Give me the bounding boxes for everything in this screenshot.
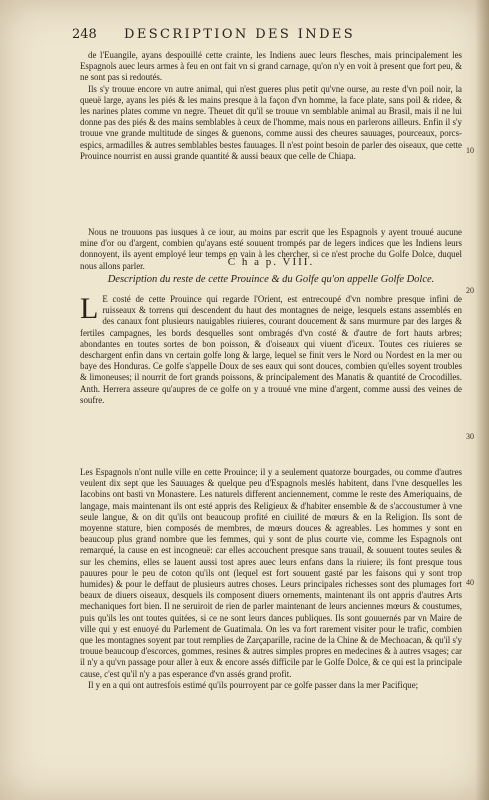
body-text-main: [80, 294, 462, 406]
margin-line-number: 40: [466, 578, 474, 587]
body-text-top: [80, 50, 462, 162]
margin-line-number: 10: [466, 146, 474, 155]
margin-line-number: 20: [466, 286, 474, 295]
paragraph: Les Espagnols n'ont nulle ville en cette Prouince; il y a seulement quatorze bourgades, ou comme d'autres veulent dix sept que les Sauuages & quelque peu d'Espagnols meslés habitent, dans l'vne desquelles les Iacobins ont basti vn Monastere. Les naturels different anciennement, comme le reste des Ameriquains, de langage, mais maintenant ils ont esté appris des Religieux & d'habiter ensemble & de s'accoustumer à vne seule langue, & on dit qu'ils ont beaucoup profité en ciuilité de mœurs & en la Religion. Ils sont de moyenne stature, bien composés de membres, de mœurs douces & agreables. Les hommes y sont en beaucoup plus grand nombre que les femmes, qui y sont de plus courte vie, comme les Espagnols ont remarqué, la cause en est incogneuë: car elles accouchent presque sans trauail, & souuent toutes seules & sur les chemins, elles se lauent aussi tost apres auec leurs enfans dans la riuiere; ils font presque tous pauures pour le peu de coton qu'ils ont (lequel est fort souuent gasté par les faisons qui y sont trop humides) & pour le deffaut de plusieurs autres choses. Leurs principales richesses sont des plumages fort beaux de diuers oiseaux, desquels ils composent diuers ornements, maintenant ils ont appris d'autres Arts mechaniques fort bien. Il ne seruiroit de rien de parler maintenant de leurs anciennes mœurs & coustumes, puis qu'ils les ont toutes quitées, si ce ne sont leurs dances publiques. Ils sont gouuernés par vn Maire de ville qui y est enuoyé du Parlement de Guatimala. On les va fort rarement visiter pour le trafic, combien que les montagnes soyent par tout remplies de Zarçaparille, racine de la Chine & de Mechoacan, & qu'il s'y trouue beaucoup d'escorces, gommes, resines & autres simples propres en medecines & à autres vsages; car il n'y a qu'vn passage pour aller à eux & encore assés difficile par le Golfe Dolce, & ce qui est la principale cause, c'est qu'il n'y a pas esperance d'vn assés grand profit.: [80, 467, 462, 679]
drop-cap: L: [80, 292, 99, 325]
chapter-heading: C h a p. VIII.: [227, 256, 315, 268]
margin-line-number: 30: [466, 432, 474, 441]
running-title: DESCRIPTION DES INDES: [124, 27, 356, 42]
paragraph: Ils s'y trouue encore vn autre animal, qui n'est gueres plus petit qu'vne ourse, au reste d'vn poil noir, la queuë large, ayans les piés & les mains presque à la façon d'vn homme, la face plate, sans poil & ridee, & les narines plates comme vn negre. Theuet dit qu'il se trouue vn semblable animal au Brasil, mais il ne lui donne pas des piés & des mains semblables à ceux de l'homme, mais nous en parlerons ailleurs. Enfin il s'y trouue vne grande multitude de singes & guenons, comme aussi des cheures sauuages, pourceaux, porcs-espics, armadilles & autres semblables bestes fauuages. Il n'est point besoin de parler des oiseaux, que cette Prouince nourrist en aussi grande quantité & aussi beaux que celle de Chiapa.: [80, 83, 462, 161]
paragraph: Nous ne trouuons pas iusques à ce iour, au moins par escrit que les Espagnols y ayent trouué aucune mine d'or ou d'argent, combien qu'ayans esté souuent trompés par de legers indices que les Indiens leurs donnoyent, ils ayent employé leur temps en vain à les chercher, si ce n'est proche du Golfe Dolce, duquel nous allons parler.: [80, 227, 462, 271]
page-number: 248: [72, 27, 97, 42]
chapter-subtitle: Description du reste de cette Prouince & du Golfe qu'on appelle Golfe Dolce.: [107, 274, 435, 285]
opening-paragraph: [80, 294, 462, 406]
paragraph: de l'Euangile, ayans despouillé cette crainte, les Indiens auec leurs flesches, mais principalement les Espagnols auec leurs armes à feu en ont fait vn si grand carnage, qu'on n'y en voit à present que fort peu, & ne sont pas si redoutés.: [80, 50, 462, 83]
paragraph: Il y en a qui ont autresfois estimé qu'ils pourroyent par ce golfe passer dans la mer Pacifique;: [88, 679, 419, 690]
body-text-continued: [80, 467, 462, 691]
opening-paragraph-text: E costé de cette Prouince qui regarde l'Orient, est entrecoupé d'vn nombre presque infini de ruisseaux & torrens qui descendent du haut des montagnes de neige, lesquels estans assemblés en des canaux font plusieurs nauigables riuieres, courant doucement & sans murmure par des larges & fertiles campagnes, les bords desquelles sont ombragés d'vn costé & d'autre de fort hauts arbres; abondantes en toutes sortes de bon poisson, & d'oiseaux qui viuent d'iceux. Toutes ces riuieres se deschargent enfin dans vn certain golfe long & large, lequel se finit vers le Nord ou Nordest en la mer ou baye des Honduras. Ce golfe s'appelle Doux de ses eaux qui sont douces, combien qu'elles soyent troubles & limoneuses; il nourrit de fort grands poissons, & principalement des Manatis & quantité de Crocodilles. Anth. Herrera asseure qu'aupres de ce golfe on y a trouué vne mine d'argent, comme aussi des veines de soufre.: [80, 294, 462, 405]
page-gutter-shadow: [475, 0, 489, 800]
